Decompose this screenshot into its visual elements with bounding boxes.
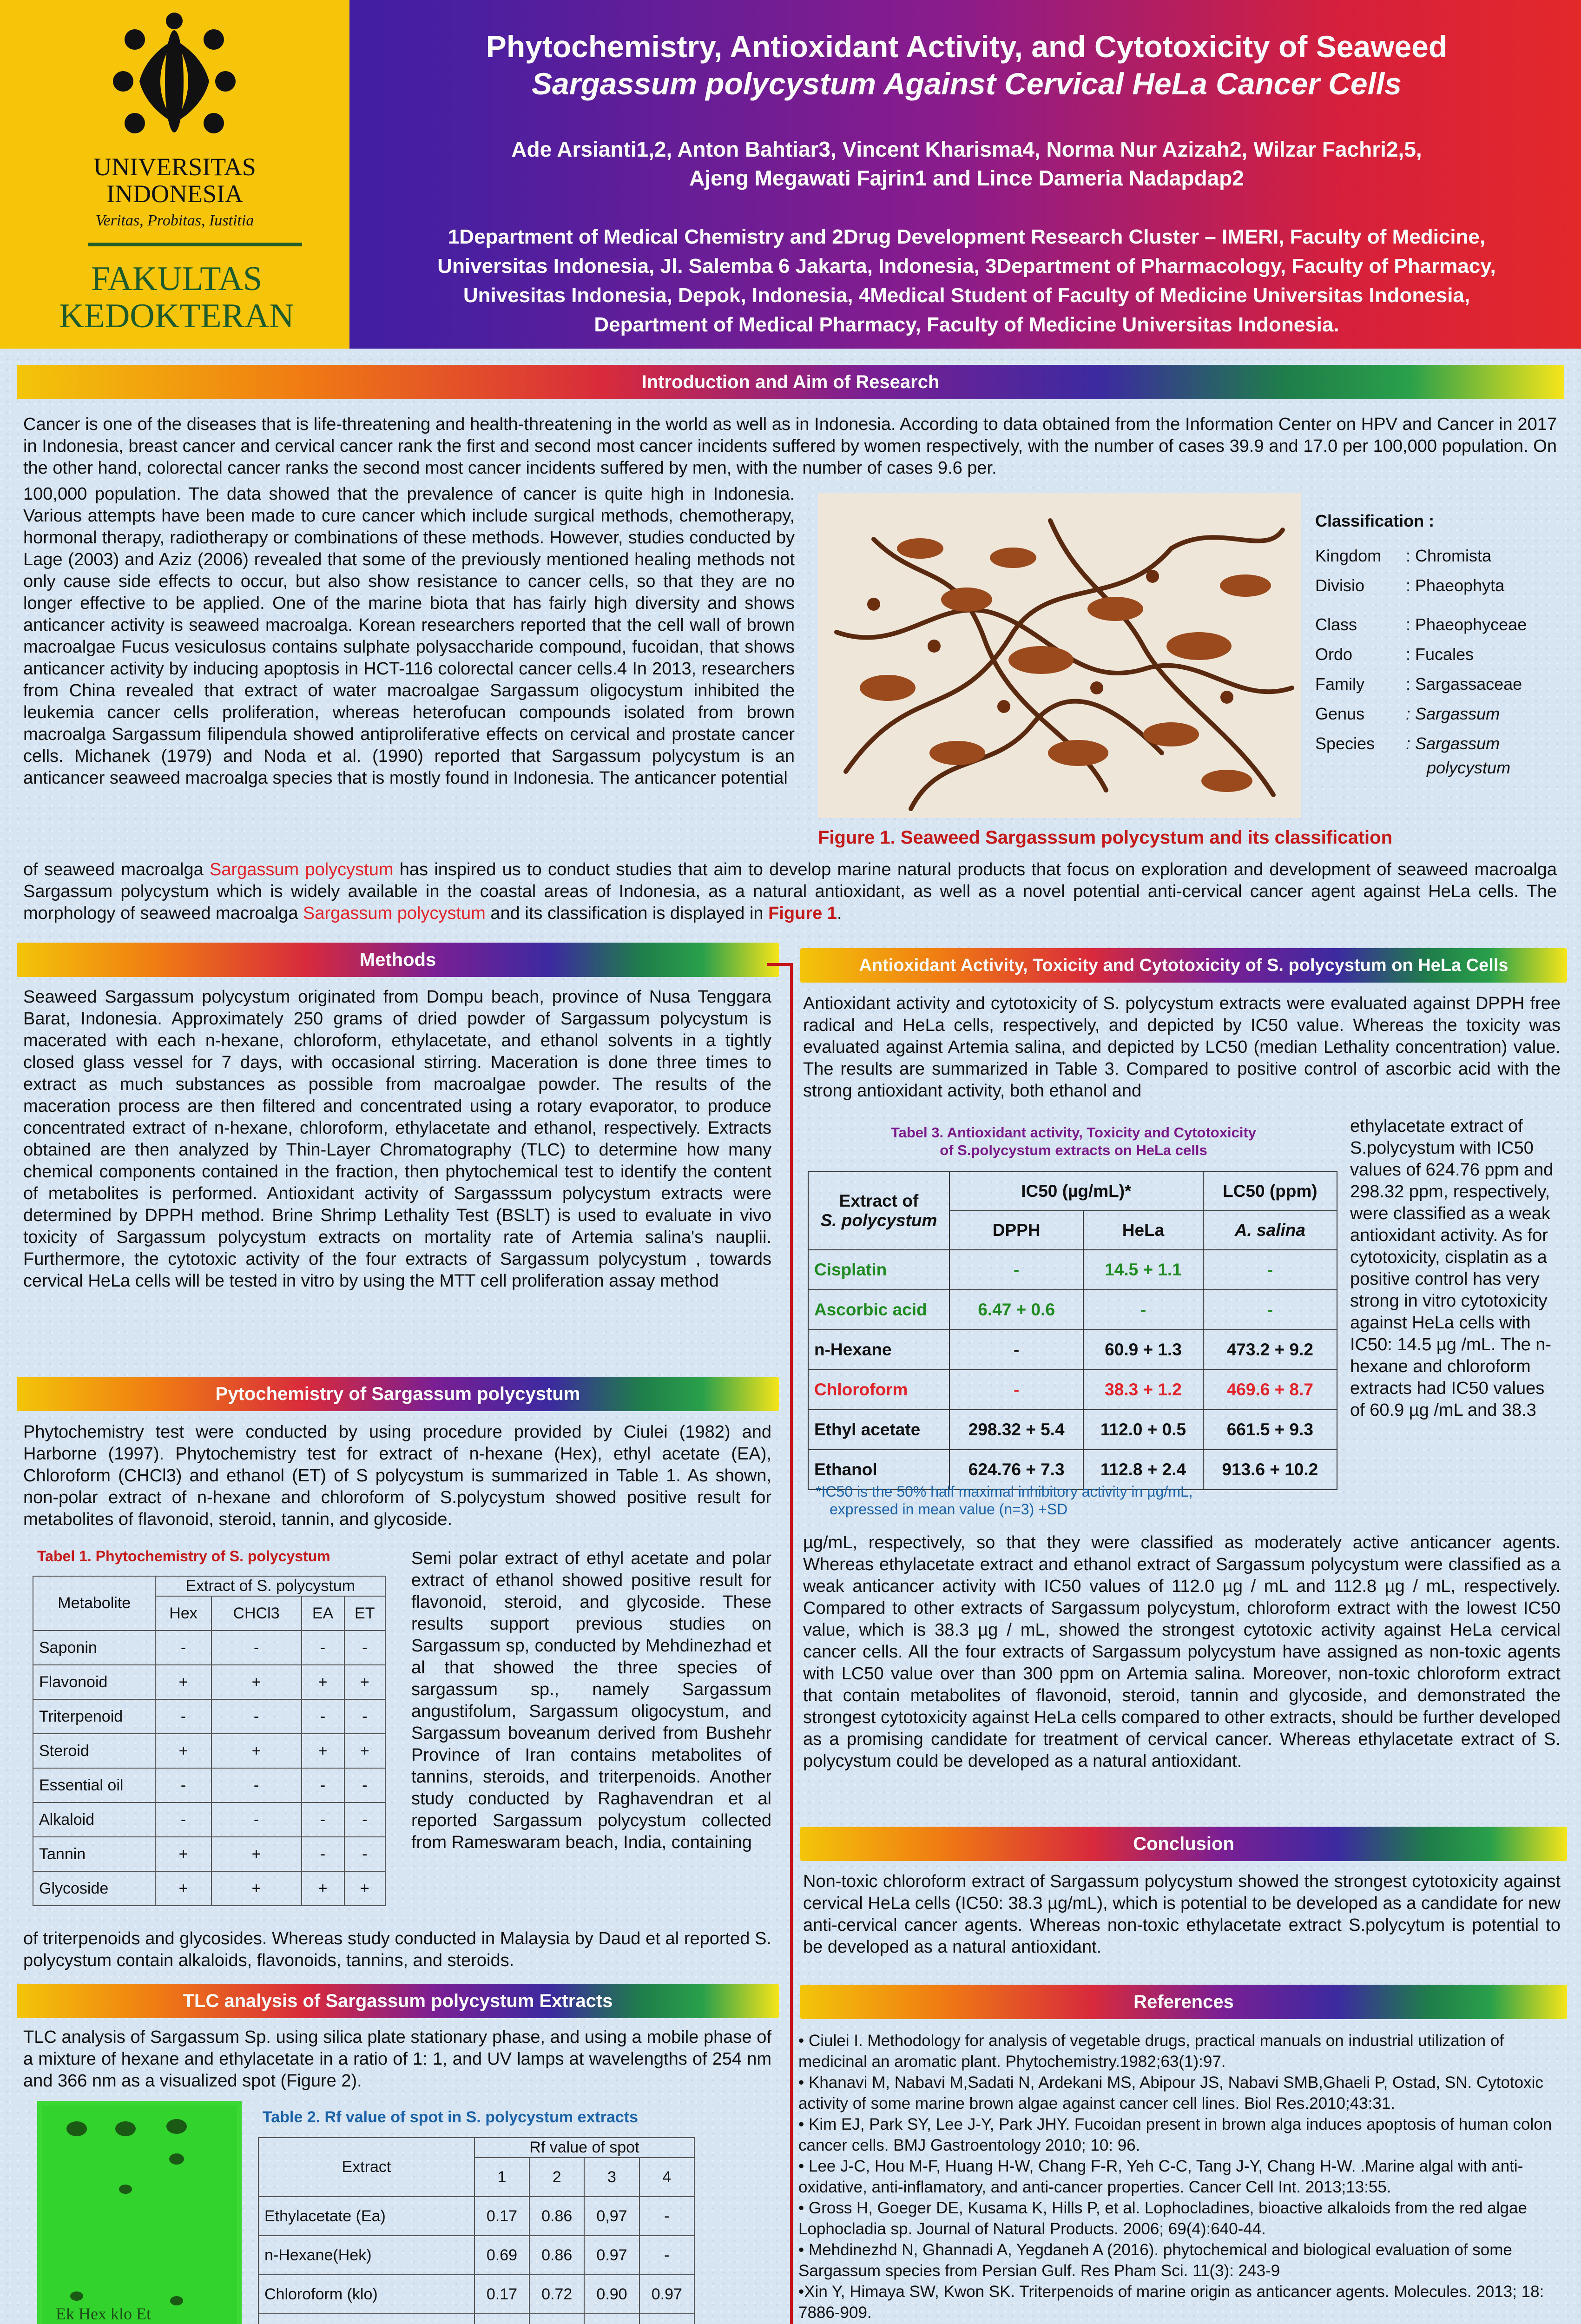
- table-cell: 0.69: [474, 2236, 529, 2275]
- t3-col-asalina: A. salina: [1203, 1211, 1337, 1250]
- table-cell: +: [155, 1665, 211, 1699]
- table-cell: -: [155, 1768, 211, 1802]
- table-row: [33, 1699, 385, 1734]
- table3-caption-line2: of S.polycystum extracts on HeLa cells: [940, 1142, 1207, 1158]
- section-title-intro: Introduction and Aim of Research: [641, 371, 940, 392]
- antiox-paragraph-1: Antioxidant activity and cytotoxicity of S. polycystum extracts were evaluated against DPPH free radical and HeLa cells, respectively, and depicted by IC50 value. Whereas the toxicity was evaluated against Artemia salina, and depicted by LC50 (median Lethality concentration) value. The results are summarized in Table 3. Compared to positive control of ascorbic acid with the strong antioxidant activity, both ethanol and: [803, 994, 1561, 1101]
- t1-col-ea: EA: [302, 1596, 344, 1631]
- table-cell: 298.32 + 5.4: [949, 1410, 1083, 1450]
- section-title-tlc: TLC analysis of Sargassum polycystum Extracts: [183, 1990, 613, 2011]
- table-cell: +: [302, 1871, 344, 1906]
- table-cell: -: [344, 1631, 385, 1665]
- table-cell: -: [211, 1631, 302, 1665]
- table-cell: -: [639, 2197, 694, 2236]
- table-cell: 473.2 + 9.2: [1203, 1330, 1337, 1370]
- table-cell: 0.86: [529, 2236, 584, 2275]
- class-species-line2: polycystum: [1427, 758, 1511, 777]
- tlc-plate-image: [37, 2101, 242, 2324]
- table-cell: -: [344, 1768, 385, 1802]
- phyto-paragraph-2: Semi polar extract of ethyl acetate and polar extract of ethanol showed positive result for flavonoid, steroid, and glycoside. These results support previous studies on Sargassum sp, conducted by Mehdinezhad et al that showed the three species of sargassum sp., namely Sargassum angustifolum, Sargassum oligocystum, and Sargassum boveanum derived from Bushehr Province of Iran contains metabolites of tannins, steroids, and triterpenoids. Another study conducted by Raghavendran et al reported Sargassum polycystum collected from Rameswaram beach, India, containing: [411, 1549, 771, 1852]
- t3-header-extract-line2: S. polycystum: [820, 1211, 937, 1230]
- table-row: [33, 1665, 385, 1699]
- table-cell: +: [155, 1734, 211, 1768]
- table1-phytochemistry: [33, 1576, 386, 1906]
- reference-item: • Gross H, Goeger DE, Kusama K, Hills P, et al. Lophocladines, bioactive alkaloids from the red algae Lophocladia sp. Journal of Natural Products. 2006; 69(4):640-44.: [798, 2199, 1527, 2238]
- table-cell: -: [639, 2236, 694, 2275]
- figure1-caption: Figure 1. Seaweed Sargasssum polycystum and its classification: [818, 827, 1393, 848]
- reference-item: • Lee J-C, Hou M-F, Huang H-W, Chang F-R, Yeh C-C, Tang J-Y, Chang H-W. .Marine algal with anti-oxidative, anti-inflamatory, and anti-cancer properties. Cancer Cell Int. 2013;13:55.: [798, 2157, 1523, 2196]
- t2-col-4: 4: [639, 2158, 694, 2197]
- table-row: [258, 2197, 694, 2236]
- row-label: Saponin: [33, 1631, 155, 1665]
- authors-line1: Ade Arsianti1,2, Anton Bahtiar3, Vincent Kharisma4, Norma Nur Azizah2, Wilzar Fachri2,5,: [511, 137, 1422, 161]
- affiliation-line4: Department of Medical Pharmacy, Faculty of Medicine Universitas Indonesia.: [594, 313, 1339, 336]
- table-cell: 112.8 + 2.4: [1083, 1450, 1203, 1490]
- antiox-side-text: ethylacetate extract of S.polycystum with IC50 values of 624.76 ppm and 298.32 ppm, respectively, were classified as a weak antioxidant activity. As for cytotoxicity, cisplatin as a positive control has very strong in vitro cytotoxicity against HeLa cells with IC50: 14.5 µg /mL. The n-hexane and chloroform extracts had IC50 values of 60.9 µg /mL and 38.3: [1350, 1116, 1554, 1420]
- row-label: Glycoside: [33, 1871, 155, 1906]
- intro-p3-part: and its classification is displayed in: [485, 904, 769, 923]
- reference-item: •Xin Y, Himaya SW, Kwon SK. Triterpenoids of marine origin as anticancer agents. Molecules. 2013; 18: 7886-909.: [798, 2283, 1544, 2322]
- table-cell: -: [949, 1370, 1083, 1410]
- table-cell: 0.72: [529, 2275, 584, 2314]
- table-cell: -: [155, 1631, 211, 1665]
- table-row: [33, 1631, 385, 1665]
- class-row-kingdom: Kingdom : Chromista: [1315, 546, 1492, 565]
- faculty-name-line2: KEDOKTERAN: [59, 297, 294, 335]
- row-label: Chloroform: [808, 1370, 949, 1410]
- reference-item: • Khanavi M, Nabavi M,Sadati N, Ardekani MS, Abipour JS, Nabavi SMB,Ghaeli P, Ostad, SN. Cytotoxic activity of some marine brown algae against cancer cell lines. Biol Res.2010;43:31.: [798, 2073, 1543, 2113]
- table-cell: -: [211, 1802, 302, 1837]
- column-divider: [790, 964, 793, 2324]
- t2-col-3: 3: [584, 2158, 639, 2197]
- t1-body: [33, 1631, 385, 1906]
- t3-header-lc50: LC50 (ppm): [1203, 1172, 1337, 1211]
- table-cell: -: [155, 1699, 211, 1734]
- table-cell: +: [344, 1734, 385, 1768]
- section-bar-phytochemistry: [17, 1377, 779, 1411]
- table-row: [33, 1837, 385, 1871]
- table-cell: +: [155, 1871, 211, 1906]
- t1-col-chcl3: CHCl3: [211, 1596, 302, 1631]
- t1-col-hex: Hex: [155, 1596, 211, 1631]
- table-cell: 6.47 + 0.6: [949, 1290, 1083, 1330]
- table-cell: 0.97: [584, 2236, 639, 2275]
- table-cell: [639, 2314, 694, 2324]
- antiox-paragraph-2: µg/mL, respectively, so that they were classified as moderately active anticancer agents. Whereas ethylacetate extract and ethanol extract of Sargassum polycystum were classified as a weak anticancer activity with IC50 values of 112.0 µg / mL and 112.8 µg / mL, respectively. Compared to other extracts of Sargassum polycystum, chloroform extract with the lowest IC50 value, which is 38.3 µg / mL, showed the strongest cytotoxic activity against HeLa cervical cancer cells. All the four extracts of Sargassum polycystum have assigned as non-toxic agents with LC50 value over than 300 ppm on Artemia salina. Moreover, non-toxic chloroform extract that contain metabolites of flavonoid, steroid, tannin and glycoside, and demonstrated the strongest cytotoxicity against HeLa cells compared to other extracts, should be further developed as a promising candidate for treatment of cervical cancer. Whereas ethylacetate extract of S. polycystum could be developed as a natural antioxidant.: [803, 1533, 1561, 1771]
- row-label: Ethanol: [808, 1450, 949, 1490]
- phyto-paragraph-1: Phytochemistry test were conducted by using procedure provided by Ciulei (1982) and Harborne (1997). Phytochemistry test for extract of n-hexane (Hex), ethyl acetate (EA), Chloroform (CHCl3) and ethanol (ET) of S polycystum is summarized in Table 1. As shown, non-polar extract of n-hexane and chloroform of S.polycystum showed positive result for metabolites of flavonoid, steroid, tannin, and glycoside.: [23, 1422, 771, 1529]
- table-cell: -: [211, 1768, 302, 1802]
- table3-footnote-line1: *IC50 is the 50% half maximal inhibitory activity in µg/mL,: [816, 1483, 1193, 1500]
- t1-header-metabolite: Metabolite: [33, 1576, 155, 1631]
- table3-antioxidant-cytotoxicity: [808, 1171, 1337, 1490]
- row-label: Ascorbic acid: [808, 1290, 949, 1330]
- table-row: [808, 1250, 1337, 1290]
- section-bar-references: [800, 1985, 1567, 2019]
- t2-header-rf: Rf value of spot: [474, 2138, 694, 2158]
- section-title-conclusion: Conclusion: [1133, 1833, 1234, 1854]
- table-row: [808, 1330, 1337, 1370]
- table-cell: 0.17: [474, 2275, 529, 2314]
- table-cell: 0.97: [639, 2275, 694, 2314]
- table-row: [258, 2275, 694, 2314]
- table-cell: -: [1203, 1250, 1337, 1290]
- seaweed-illustration: [818, 493, 1301, 818]
- table-row: [258, 2236, 694, 2275]
- table-cell: -: [1203, 1290, 1337, 1330]
- row-label: [258, 2314, 474, 2324]
- t1-header-extract: Extract of S. polycystum: [155, 1576, 385, 1596]
- intro-p3-part: of seaweed macroalga: [23, 860, 210, 879]
- table2-rf-values: [258, 2137, 695, 2324]
- authors-line2: Ajeng Megawati Fajrin1 and Lince Dameria Nadapdap2: [689, 166, 1244, 190]
- table-cell: -: [155, 1802, 211, 1837]
- row-label: Flavonoid: [33, 1665, 155, 1699]
- section-bar-conclusion: [800, 1827, 1567, 1861]
- affiliation-line3: Univesitas Indonesia, Depok, Indonesia, 4Medical Student of Faculty of Medicine Universitas Indonesia,: [463, 284, 1470, 307]
- class-row-genus: Genus : Sargassum: [1315, 704, 1500, 723]
- table-cell: -: [302, 1837, 344, 1871]
- table-cell: +: [344, 1871, 385, 1906]
- t3-header-ic50: IC50 (µg/mL)*: [949, 1172, 1203, 1211]
- table-cell: 469.6 + 8.7: [1203, 1370, 1337, 1410]
- reference-item: • Kim EJ, Park SY, Lee J-Y, Park JHY. Fucoidan present in brown alga induces apoptosis of human colon cancer cells. BMJ Gastroentology 2010; 10: 96.: [798, 2115, 1552, 2154]
- table-cell: -: [1083, 1290, 1203, 1330]
- logo-divider: [88, 243, 302, 246]
- table-cell: -: [344, 1837, 385, 1871]
- phyto-paragraph-3: of triterpenoids and glycosides. Whereas study conducted in Malaysia by Daud et al reported S. polycystum contain alkaloids, flavonoids, tannins, and steroids.: [23, 1929, 771, 1970]
- t2-col-1: 1: [474, 2158, 529, 2197]
- intro-p3-part: has inspired us to conduct studies that aim to develop marine natural products that focus on exploration and development of seaweed macroalga Sargassum polycystum which is widely available in the coastal areas of Indonesia, as a natural antioxidant, as well as a novel potential anti-cervical cancer agent against HeLa cells. The morphology of seaweed macroalga: [23, 860, 1557, 923]
- table-cell: [529, 2314, 584, 2324]
- t3-body: [808, 1250, 1337, 1490]
- t2-body: [258, 2197, 694, 2324]
- row-label: Cisplatin: [808, 1250, 949, 1290]
- intro-paragraph-3: [23, 859, 1557, 924]
- row-label: Essential oil: [33, 1768, 155, 1802]
- table-row: [258, 2314, 694, 2324]
- section-bar-intro: [17, 365, 1564, 399]
- references-list: [798, 2030, 1561, 2323]
- row-label: Ethylacetate (Ea): [258, 2197, 474, 2236]
- logo-panel: [0, 0, 349, 349]
- table-row: [33, 1802, 385, 1837]
- row-label: Alkaloid: [33, 1802, 155, 1837]
- t2-col-2: 2: [529, 2158, 584, 2197]
- table-cell: +: [302, 1734, 344, 1768]
- univ-motto: Veritas, Probitas, Iustitia: [95, 212, 254, 229]
- class-row-class: Class : Phaeophyceae: [1315, 615, 1527, 634]
- table2-caption: Table 2. Rf value of spot in S. polycystum extracts: [263, 2108, 639, 2126]
- affiliation-line2: Universitas Indonesia, Jl. Salemba 6 Jakarta, Indonesia, 3Department of Pharmacology, Faculty of Pharmacy,: [437, 255, 1496, 277]
- table-cell: 38.3 + 1.2: [1083, 1370, 1203, 1410]
- classification-title: Classification :: [1315, 511, 1435, 530]
- table-row: [808, 1410, 1337, 1450]
- table-row: [33, 1768, 385, 1802]
- table-cell: [474, 2314, 529, 2324]
- row-label: n-Hexane(Hek): [258, 2236, 474, 2275]
- table-cell: +: [211, 1837, 302, 1871]
- reference-item: • Ciulei I. Methodology for analysis of vegetable drugs, practical manuals on industrial utilization of medicinal an aromatic plant. Phytochemistry.1982;63(1):97.: [798, 2032, 1504, 2071]
- faculty-name-line1: FAKULTAS: [91, 260, 263, 298]
- row-label: Steroid: [33, 1734, 155, 1768]
- table-cell: -: [302, 1631, 344, 1665]
- tlc-paragraph-1: TLC analysis of Sargassum Sp. using silica plate stationary phase, and using a mobile phase of a mixture of hexane and ethylacetate in a ratio of 1: 1, and UV lamps at wavelengths of 254 nm and 366 nm as a visualized spot (Figure 2).: [23, 2027, 771, 2091]
- row-label: n-Hexane: [808, 1330, 949, 1370]
- class-row-species: Species : Sargassum: [1315, 734, 1500, 753]
- intro-p3-species: Sargassum polycystum: [210, 860, 394, 879]
- t2-header-extract: Extract: [258, 2138, 474, 2197]
- row-label: Chloroform (klo): [258, 2275, 474, 2314]
- methods-paragraph: Seaweed Sargassum polycystum originated from Dompu beach, province of Nusa Tenggara Barat, Indonesia. Approximately 250 grams of dried powder of Sargassum polycystum is macerated with each n-hexane, chloroform, ethylacetate, and ethanol solvents in a tightly closed glass vessel for 7 days, with occasional stirring. Maceration is done three times to extract as much substances as possible from macroalgae powder. The results of the maceration process are then filtered and concentrated using a rotary evaporator, to produce concentrated extract of n-hexane, chloroform, ethylacetate and ethanol, respectively. Extracts obtained are then analyzed by Thin-Layer Chromatography (TLC) to determine how many chemical components contained in the fraction, then phytochemical test to identify the content of metabolites is performed. Antioxidant activity of Sargasssum polycystum extracts were determined by DPPH method. Brine Shrimp Lethality Test (BSLT) is used to evaluate in vivo toxicity of Sargassum polycystum extracts on mortality rate of Artemia salina's nauplii. Furthermore, the cytotoxic activity of the four extracts of Sargassum polycystum , towards cervical HeLa cells will be tested in vitro by using the MTT cell proliferation assay method: [23, 987, 771, 1291]
- table-cell: -: [302, 1802, 344, 1837]
- table-row: [808, 1290, 1337, 1330]
- table-cell: -: [344, 1802, 385, 1837]
- intro-p3-part: .: [837, 904, 842, 923]
- table-cell: +: [211, 1665, 302, 1699]
- univ-name-line1: UNIVERSITAS: [93, 153, 256, 181]
- table-cell: 0.90: [584, 2275, 639, 2314]
- section-title-antioxidant: Antioxidant Activity, Toxicity and Cytotoxicity of S. polycystum on HeLa Cells: [859, 955, 1509, 975]
- divider-connector: [767, 963, 793, 966]
- table-cell: 0.17: [474, 2197, 529, 2236]
- class-row-ordo: Ordo : Fucales: [1315, 645, 1474, 664]
- table3-caption-line1: Tabel 3. Antioxidant activity, Toxicity and Cytotoxicity: [890, 1124, 1257, 1141]
- table-cell: +: [344, 1665, 385, 1699]
- table-cell: [584, 2314, 639, 2324]
- table-row: [33, 1734, 385, 1768]
- table-cell: +: [155, 1837, 211, 1871]
- poster-title-line1: Phytochemistry, Antioxidant Activity, and Cytotoxicity of Seaweed: [486, 29, 1448, 64]
- affiliation-line1: 1Department of Medical Chemistry and 2Drug Development Research Cluster – IMERI, Faculty of Medicine,: [448, 225, 1486, 248]
- table-cell: 112.0 + 0.5: [1083, 1410, 1203, 1450]
- table-cell: 0,97: [584, 2197, 639, 2236]
- intro-p3-species: Sargassum polycystum: [303, 904, 486, 923]
- table-cell: +: [211, 1871, 302, 1906]
- table-cell: +: [211, 1734, 302, 1768]
- conclusion-paragraph: Non-toxic chloroform extract of Sargassum polycystum showed the strongest cytotoxicity against cervical HeLa cells (IC50: 38.3 µg/mL), which is potential to be developed as a candidate for new anti-cervical cancer agents. Whereas non-toxic ethylacetate extract S.polycytum is potential to be developed as a natural antioxidant.: [803, 1872, 1561, 1957]
- seaweed-photo: [818, 493, 1301, 818]
- intro-paragraph-1: Cancer is one of the diseases that is life-threatening and health-threatening in the world as well as in Indonesia. According to data obtained from the Information Center on HPV and Cancer in 2017 in Indonesia, breast cancer and cervical cancer rank the first and second most cancer incidents suffered by women respectively, with the number of cases 39.9 and 17.0 per 100,000 population. On the other hand, colorectal cancer ranks the second most cancer incidents suffered by men, with the number of cases 9.6 per.: [23, 415, 1557, 478]
- section-title-references: References: [1133, 1991, 1234, 2012]
- table-cell: -: [302, 1699, 344, 1734]
- table1-caption: Tabel 1. Phytochemistry of S. polycystum: [37, 1548, 330, 1565]
- table-cell: 14.5 + 1.1: [1083, 1250, 1203, 1290]
- reference-item: • Mehdinezhd N, Ghannadi A, Yegdaneh A (2016). phytochemical and biological evaluation of some Sargassum species from Persian Gulf. Res Pham Sci. 11(3): 243-9: [798, 2241, 1512, 2280]
- row-label: Triterpenoid: [33, 1699, 155, 1734]
- section-title-methods: Methods: [359, 949, 436, 970]
- table-cell: 624.76 + 7.3: [949, 1450, 1083, 1490]
- tlc-plate-illustration: [37, 2101, 242, 2324]
- t1-col-et: ET: [344, 1596, 385, 1631]
- tlc-plate-labels: Ek Hex klo Et: [56, 2304, 151, 2323]
- table-cell: 60.9 + 1.3: [1083, 1330, 1203, 1370]
- t3-header-extract: [808, 1172, 949, 1250]
- table-row: [808, 1370, 1337, 1410]
- table-cell: -: [211, 1699, 302, 1734]
- university-emblem-icon: [107, 12, 242, 146]
- poster-title-line2: Sargassum polycystum Against Cervical HeLa Cancer Cells: [532, 66, 1402, 101]
- intro-paragraph-2: 100,000 population. The data showed that the prevalence of cancer is quite high in Indonesia. Various attempts have been made to cure cancer which include surgical methods, chemotherapy, hormonal therapy, radiotherapy or combinations of these methods. However, studies conducted by Lage (2003) and Aziz (2006) revealed that some of the previously mentioned healing methods not only cause side effects to occur, but also show resistance to cancer cells, so that they are no longer effective to be applied. One of the marine biota that has fairly high diversity and shows anticancer activity is seaweed macroalga. Korean researchers reported that the cell wall of brown macroalgae Fucus vesiculosus contains sulphate polysaccharide compound, fucoidan, that shows anticancer activity by inducing apoptosis in HCT-116 colorectal cancer cells.4 In 2013, researchers from China revealed that extract of water macroalgae Sargassum oligocystum inhibited the leukemia cancer cells proliferation, whereas heterofucan compounds isolated from brown macroalga Sargassum filipendula showed antiproliferative effects on cervical and prostate cancer cells. Michanek (1979) and Noda et al. (1990) reported that Sargassum polycystum is an anticancer seaweed macroalga species that is mostly found in Indonesia. The anticancer potential: [23, 484, 795, 788]
- univ-name-line2: INDONESIA: [106, 180, 243, 208]
- row-label: Ethyl acetate: [808, 1410, 949, 1450]
- table-cell: +: [302, 1665, 344, 1699]
- section-title-phytochemistry: Pytochemistry of Sargassum polycystum: [215, 1383, 580, 1404]
- t3-col-hela: HeLa: [1083, 1211, 1203, 1250]
- class-row-family: Family : Sargassaceae: [1315, 674, 1522, 693]
- table-cell: -: [302, 1768, 344, 1802]
- section-bar-methods: [17, 943, 779, 977]
- table3-footnote-line2: expressed in mean value (n=3) +SD: [830, 1501, 1068, 1518]
- table-cell: -: [344, 1699, 385, 1734]
- table-cell: 661.5 + 9.3: [1203, 1410, 1337, 1450]
- classification-box: [1315, 511, 1566, 777]
- table-row: [33, 1871, 385, 1906]
- table-cell: 913.6 + 10.2: [1203, 1450, 1337, 1490]
- section-bar-antioxidant: [800, 948, 1567, 983]
- section-bar-tlc: [17, 1984, 779, 2018]
- table-cell: -: [949, 1330, 1083, 1370]
- intro-p3-figref: Figure 1: [768, 904, 837, 923]
- row-label: Tannin: [33, 1837, 155, 1871]
- table-cell: 0.86: [529, 2197, 584, 2236]
- class-row-divisio: Divisio : Phaeophyta: [1315, 576, 1505, 595]
- t3-col-dpph: DPPH: [949, 1211, 1083, 1250]
- t3-header-extract-line1: Extract of: [839, 1191, 919, 1210]
- table-cell: -: [949, 1250, 1083, 1290]
